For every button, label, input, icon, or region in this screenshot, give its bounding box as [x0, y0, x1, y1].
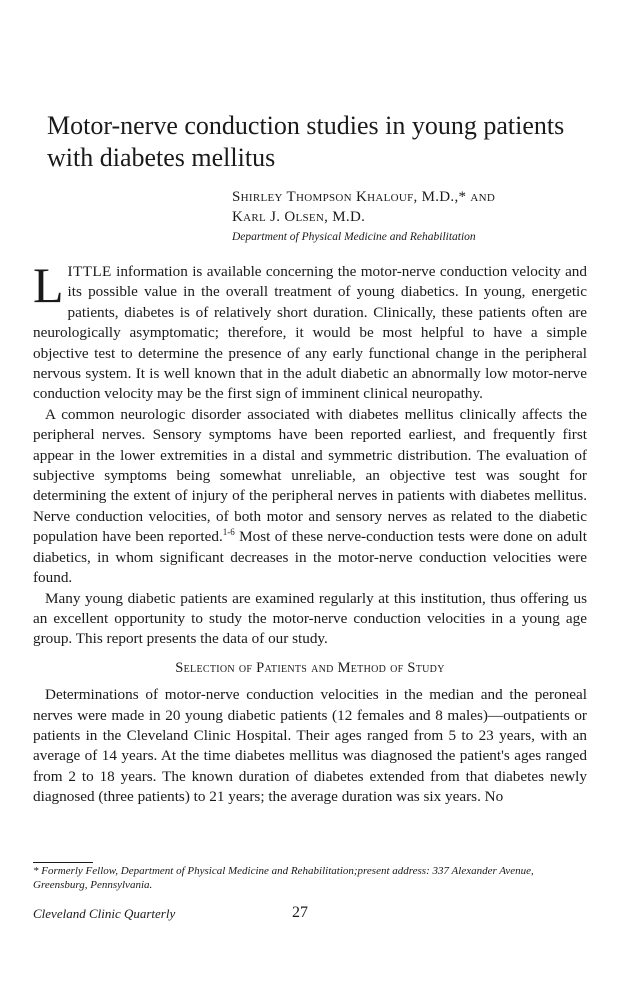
author-line-2: Karl J. Olsen, M.D. [232, 209, 366, 225]
paragraph-1-text: information is available concerning the motor-nerve conduction velocity and its possible value in the overall treatment of young diabetics. In young, energetic patients, diabetes is of relatively short duration. Clinically, these patients often are neurologically asymptomatic; therefore, it would be most helpful to have a simple objective test to determine the presence of any early functional change in the peripheral nervous system. It is well known that in the adult diabetic an abnormally low motor-nerve conduction velocity may be the first sign of imminent clinical neuropathy. [33, 263, 587, 403]
author-block [232, 187, 602, 247]
lead-in-text: ITTLE [67, 263, 112, 280]
page-number: 27 [292, 904, 308, 921]
paragraph-2-text-a: A common neurologic disorder associated with diabetes mellitus clinically affects the peripheral nerves. Sensory symptoms have been reported earliest, and frequently first appear in the lower extremities in a distal and symmetric distribution. The evaluation of subjective symptoms being somewhat unreliable, an objective test was sought for determining the extent of injury of the peripheral nerves in patients with diabetes mellitus. Nerve conduction velocities, of both motor and sensory nerves as related to the diabetic population have been reported. [33, 405, 587, 546]
paragraph-2 [33, 405, 587, 589]
footnote: * Formerly Fellow, Department of Physical Medicine and Rehabilitation;present address: 337 Alexander Avenue, Greensburg, Pennsylvania. [33, 865, 534, 891]
reference-superscript: 1-6 [222, 527, 235, 538]
article-body [33, 257, 587, 808]
author-affiliation: Department of Physical Medicine and Rehabilitation [232, 231, 476, 243]
section-heading: Selection of Patients and Method of Study [175, 659, 445, 676]
paragraph-4: Determinations of motor-nerve conduction velocities in the median and the peroneal nerves were made in 20 young diabetic patients (12 females and 8 males)—outpatients or patients in the Cleveland Clinic Hospital. Their ages ranged from 5 to 23 years, with an average of 14 years. At the time diabetes mellitus was diagnosed the patient's ages ranged from 2 to 18 years. The known duration of diabetes extended from that diabetes newly diagnosed (three patients) to 21 years; the average duration was six years. No [33, 686, 587, 806]
footnote-divider [33, 862, 93, 863]
journal-name: Cleveland Clinic Quarterly [33, 906, 176, 921]
article-title: Motor-nerve conduction studies in young patients with diabetes mellitus [47, 111, 565, 172]
drop-cap: L [33, 257, 64, 313]
author-line-1: Shirley Thompson Khalouf, M.D.,* and [232, 189, 496, 205]
paragraph-1 [33, 257, 587, 405]
paragraph-3: Many young diabetic patients are examined regularly at this institution, thus offering us an excellent opportunity to study the motor-nerve conduction velocities in a young age group. This report presents the data of our study. [33, 589, 587, 648]
paragraph-2-text-b: Most of these nerve-conduction tests were done on adult diabetics, in whom significant decreases in the motor-nerve conduction velocities were found. [33, 528, 587, 587]
